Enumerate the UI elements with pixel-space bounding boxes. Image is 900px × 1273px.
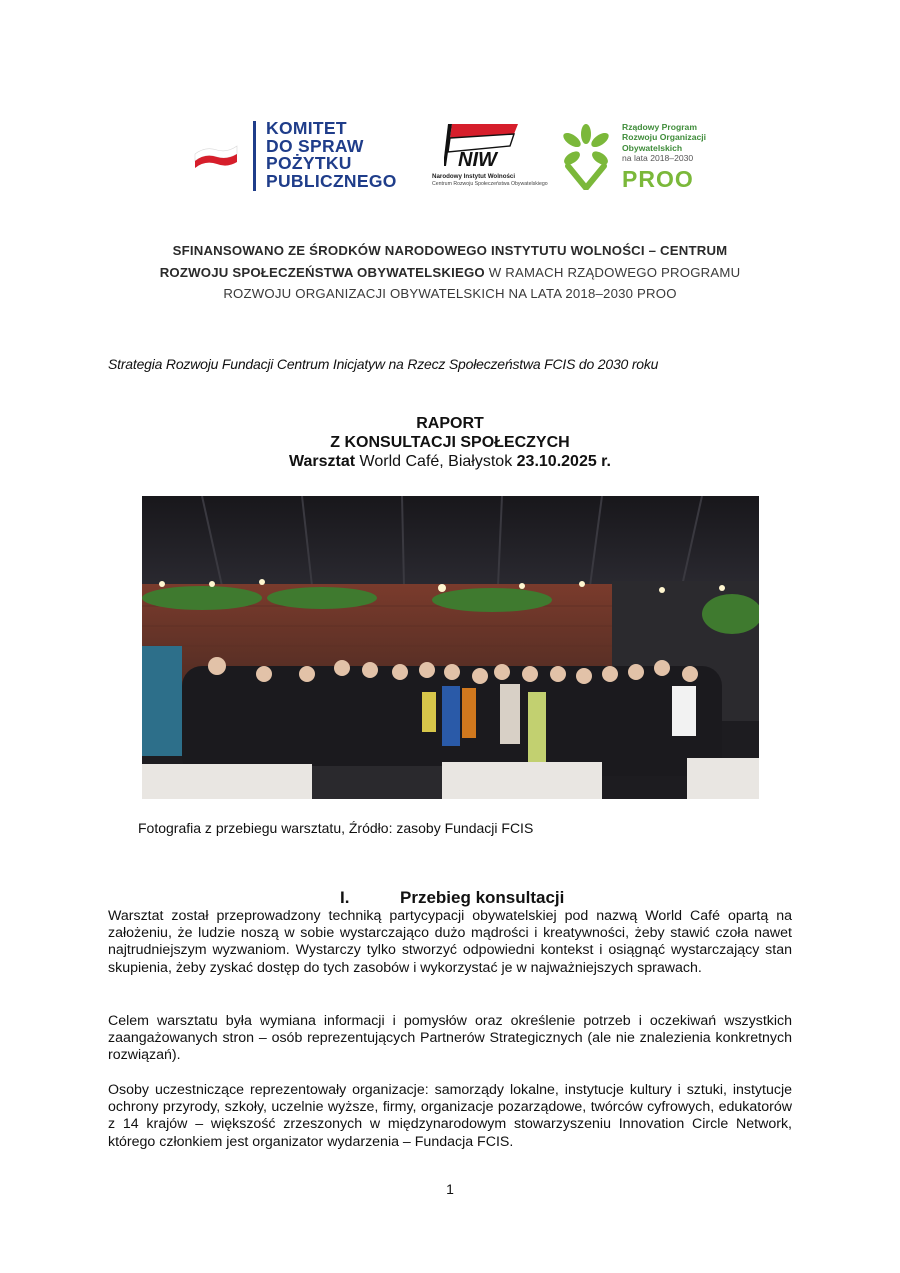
funding-line-2-bold: ROZWOJU SPOŁECZEŃSTWA OBYWATELSKIEGO	[159, 264, 485, 280]
paragraph: Osoby uczestniczące reprezentowały organizacje: samorządy lokalne, instytucje kultury i sztuki, instytucje ochrony przyrody, szkoły, uczelnie wyższe, firmy, organizacje pozarządowe, twórców cyfrowych, edukatorów z 14 krajów – większość zrzeszonych w międzynarodowym stowarzyszeniu Innovation Circle Network, którego członkiem jest organizator wydarzenia – Fundacja FCIS.	[108, 1082, 792, 1150]
proo-years: na lata 2018–2030	[622, 153, 694, 164]
proo-line: Rządowy Program	[622, 122, 697, 132]
paragraph: Celem warsztatu była wymiana informacji i pomysłów oraz określenie potrzeb i oczekiwań wszystkich zaangażowanych stron – osób reprezentujących Partnerów Strategicznych (ale nie znalezienia konkretnych rozwiązań).	[108, 1013, 792, 1064]
report-title	[0, 414, 900, 471]
photo-caption: Fotografia z przebiegu warsztatu, Źródło: zasoby Fundacji FCIS	[138, 820, 534, 836]
niw-logo-icon	[444, 120, 522, 170]
title-workshop-word: Warsztat	[289, 453, 356, 470]
kdpp-line: DO SPRAW	[266, 135, 364, 156]
funding-line-1: SFINANSOWANO ZE ŚRODKÓW NARODOWEGO INSTYTUTU WOLNOŚCI – CENTRUM	[172, 243, 728, 258]
title-line-1: RAPORT	[416, 415, 484, 432]
proo-wordmark: PROO	[622, 166, 694, 192]
section-number: I.	[340, 888, 350, 907]
workshop-group-photo	[142, 496, 759, 799]
proo-line: Obywatelskich	[622, 142, 683, 153]
proo-logo-text	[622, 122, 706, 164]
niw-mark: NIW	[458, 149, 497, 170]
niw-subtitle-small: Centrum Rozwoju Społeczeństwa Obywatelskiego	[432, 181, 548, 187]
section-heading	[340, 888, 564, 908]
page-number: 1	[446, 1181, 454, 1197]
kdpp-divider	[253, 121, 256, 191]
funding-statement	[60, 240, 840, 305]
title-line-3	[0, 452, 900, 471]
funding-line-2-rest: W RAMACH RZĄDOWEGO PROGRAMU	[484, 264, 741, 280]
funding-line-3: ROZWOJU ORGANIZACJI OBYWATELSKICH NA LATA 2018–2030 PROO	[223, 286, 677, 301]
polish-flag-logo-icon	[193, 142, 239, 168]
kdpp-logo-text	[266, 120, 397, 190]
niw-subtitle: Narodowy Instytut Wolności	[432, 173, 516, 180]
title-place: World Café, Białystok	[355, 453, 517, 470]
proo-flower-icon	[560, 122, 612, 190]
title-date: 23.10.2025 r.	[516, 453, 611, 470]
paragraph: Warsztat został przeprowadzony techniką partycypacji obywatelskiej pod nazwą World Café opartą na założeniu, że ludzie noszą w sobie wystarczająco dużo mądrości i kreatywności, żeby stawić czoła nawet najtrudniejszym wyzwaniom. Wystarczy tylko stworzyć odpowiedni kontekst i osiągnąć wystarczający stan skupienia, żeby zyskać dostęp do tych zasobów i wykorzystać je w najważniejszych sprawach.	[108, 908, 792, 976]
section-title: Przebieg konsultacji	[400, 888, 565, 907]
strategy-subtitle: Strategia Rozwoju Fundacji Centrum Inicjatyw na Rzecz Społeczeństwa FCIS do 2030 roku	[108, 356, 659, 372]
proo-line: Rozwoju Organizacji	[622, 132, 707, 143]
kdpp-line: POŻYTKU	[266, 153, 352, 174]
title-line-2: Z KONSULTACJI SPOŁECZYCH	[330, 434, 570, 451]
kdpp-line: PUBLICZNEGO	[266, 170, 397, 191]
kdpp-line: KOMITET	[266, 118, 347, 138]
